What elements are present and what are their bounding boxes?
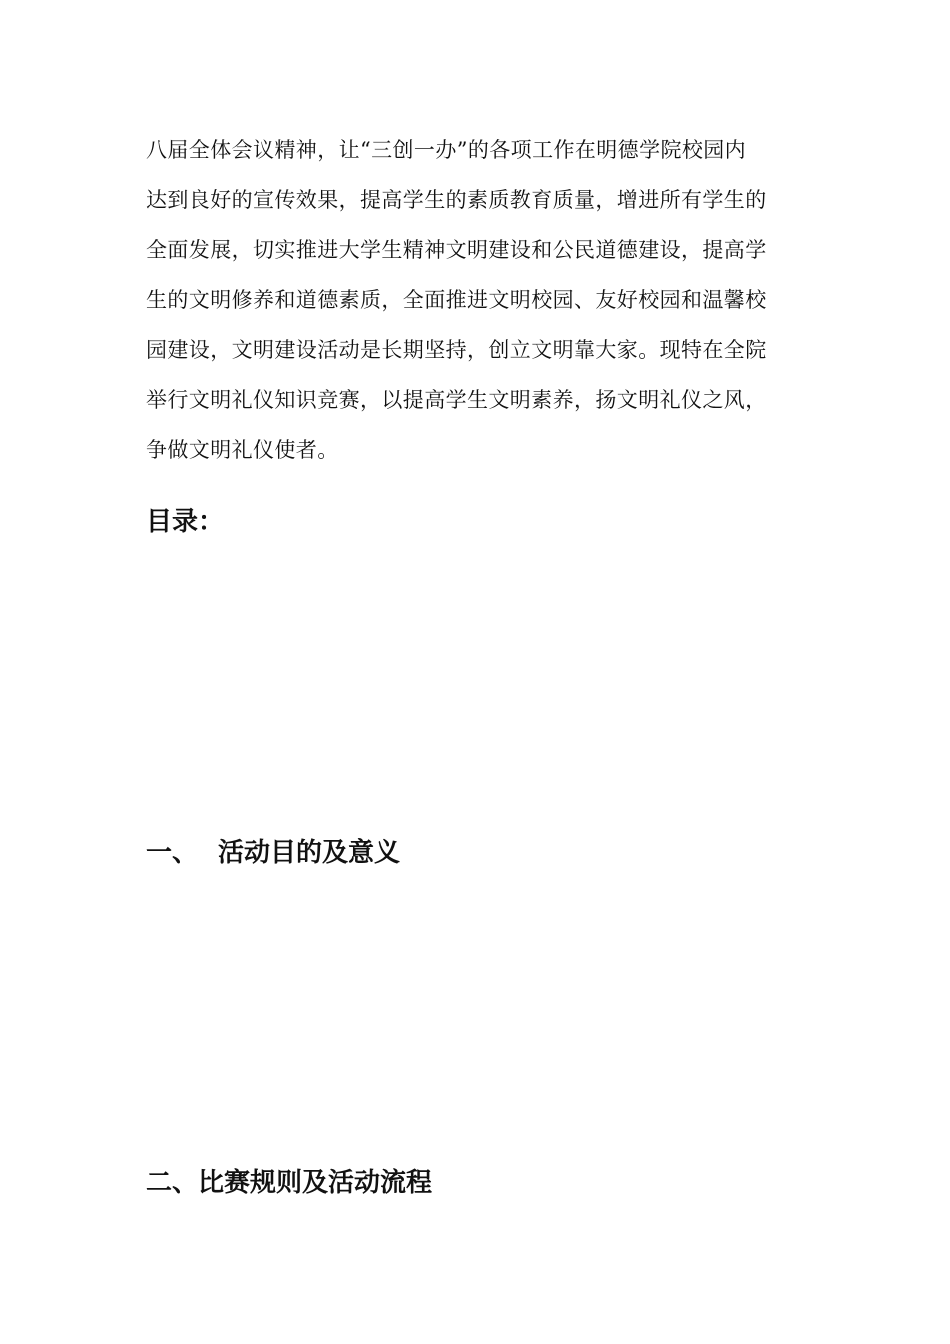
section-heading-2 — [146, 1166, 432, 1200]
paragraph-line: 争做文明礼仪使者。 — [146, 438, 339, 462]
paragraph-line: 园建设，文明建设活动是长期坚持，创立文明靠大家。现特在全院 — [146, 338, 767, 362]
paragraph-line: 八届全体会议精神，让“三创一办”的各项工作在明德学院校园内 — [146, 138, 747, 162]
section-number: 一、 — [146, 838, 199, 868]
section-heading-1 — [146, 836, 400, 870]
toc-title: 目录： — [146, 507, 225, 537]
paragraph-line: 生的文明修养和道德素质，全面推进文明校园、友好校园和温馨校 — [146, 288, 767, 312]
paragraph-line: 举行文明礼仪知识竞赛，以提高学生文明素养，扬文明礼仪之风， — [146, 388, 767, 412]
section-number: 二、 — [146, 1168, 199, 1198]
section-title: 活动目的及意义 — [218, 838, 401, 868]
paragraph-line: 达到良好的宣传效果，提高学生的素质教育质量，增进所有学生的 — [146, 188, 767, 212]
section-title: 比赛规则及活动流程 — [198, 1168, 433, 1198]
paragraph-line: 全面发展，切实推进大学生精神文明建设和公民道德建设，提高学 — [146, 238, 767, 262]
